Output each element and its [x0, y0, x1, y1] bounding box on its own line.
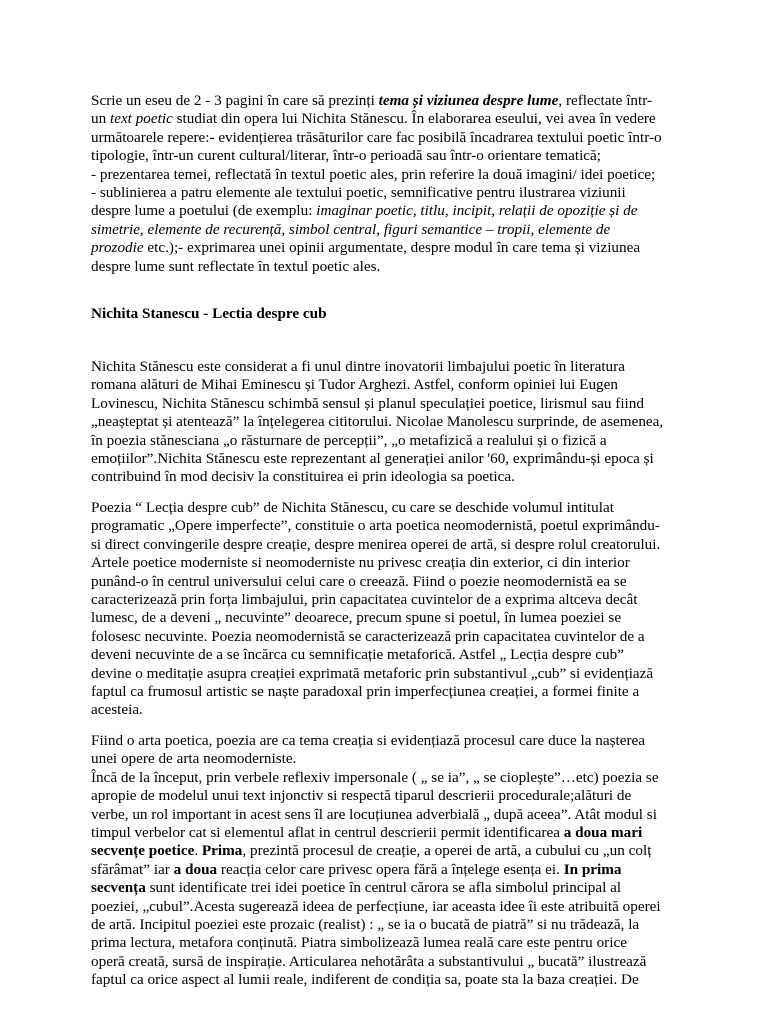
- third-paragraph: [91, 732, 681, 989]
- bold-run: secvențe poetice: [91, 842, 195, 860]
- text-line: tipologie, într-un curent cultural/literar, într-o perioadă sau într-o orientare tematică;: [91, 147, 602, 165]
- text-line: Lovinescu, Nichita Stănescu schimbă sensul și planul speculației poetice, lirismul sau fiind: [91, 394, 644, 412]
- text-line: - prezentarea temei, reflectată în textul poetic ales, prin referire la două imagini/ idei poetice;: [91, 165, 656, 183]
- text-line: punând-o în centrul universului celui care o creează. Fiind o poezie neomodernistă ea se: [91, 572, 627, 590]
- text-line: Încă de la început, prin verbele reflexiv impersonale ( „ se ia”, „ se cioplește”…etc) poezia se: [91, 768, 659, 786]
- bold-italic-run: tema și viziunea despre lume: [378, 92, 559, 109]
- text-line: secvența sunt identificate trei idei poetice în centrul cărora se afla simbolul principal al: [91, 879, 622, 897]
- bold-run: Prima: [201, 842, 243, 860]
- text-line: de artă. Incipitul poeziei este prozaic (realist) : „ se ia o bucată de piatră” si nu trădează, la: [91, 915, 640, 933]
- intro-paragraph: [91, 358, 681, 487]
- italic-run: text poetic: [109, 110, 173, 128]
- text-line: deveni necuvinte de a se încărca cu semnificație metaforică. Astfel „ Lecția despre cub”: [91, 646, 624, 664]
- text-line: prozodie etc.);- exprimarea unei opinii argumentate, despre modul în care tema și viziunea: [91, 239, 641, 257]
- text-line: unei opere de arta neomoderniste.: [91, 750, 297, 768]
- italic-run: simetrie, elemente de recurență, simbol central, figuri semantice – tropii, elemente de: [91, 220, 611, 238]
- text-line: programatic „Opere imperfecte”, constituie o arta poetica neomodernistă, poetul exprimându-: [91, 517, 660, 535]
- text-line: Poezia “ Lecția despre cub” de Nichita Stănescu, cu care se deschide volumul intitulat: [91, 499, 614, 516]
- bold-run: a doua: [173, 860, 218, 878]
- text-line: prima lectura, metafora conținută. Piatra simbolizează lumea reală care este pentru orice: [91, 934, 627, 952]
- text-line: - sublinierea a patru elemente ale textului poetic, semnificative pentru ilustrarea viziunii: [91, 183, 626, 201]
- text-line: devine o meditație asupra creației exprimată metaforic prin substantivul „cub” si evidențiază: [91, 664, 654, 682]
- text-line: faptul ca frumosul artistic se naște paradoxal prin imperfecțiunea creației, a formei finite a: [91, 682, 640, 700]
- bold-run: secvența: [91, 879, 146, 897]
- text-line: un text poetic studiat din opera lui Nichita Stănescu. În elaborarea eseului, vei avea în vedere: [91, 110, 656, 128]
- text-line: Nichita Stănescu este considerat a fi unul dintre inovatorii limbajului poetic în literatura: [91, 358, 625, 375]
- text-line: poeziei, „cubul”.Acesta sugerează ideea de perfecțiune, iar aceasta idee îi este atribuită operei: [91, 897, 661, 915]
- text-line: caracterizează prin forța limbajului, prin capacitatea cuvintelor de a exprima altceva decât: [91, 590, 638, 608]
- text-line: secvențe poetice. Prima, prezintă procesul de creație, a operei de artă, a cubului cu „un colț: [91, 842, 652, 860]
- italic-run: prozodie: [91, 239, 144, 257]
- text-line: în poezia stănesciana „o răsturnare de percepții”, „o metafizică a realului și o fizică a: [91, 431, 607, 449]
- text-line: despre lume a poetului (de exemplu: imaginar poetic, titlu, incipit, relații de opoziție și de: [91, 202, 638, 220]
- text-line: Fiind o arta poetica, poezia are ca tema creația si evidențiază procesul care duce la nașterea: [91, 732, 646, 749]
- text-line: romana alături de Mihai Eminescu și Tudor Arghezi. Astfel, conform opiniei lui Eugen: [91, 376, 618, 394]
- assignment-paragraph: [91, 92, 681, 276]
- text-line: următoarele repere:- evidențierea trăsăturilor care fac posibilă încadrarea textului poetic într-o: [91, 128, 662, 146]
- text-line: sfărâmat” iar a doua reacția celor care privesc opera fără a înțelege esența ei. In prima: [91, 860, 622, 878]
- text-line: „neașteptat și atentează” la înțelegerea cititorului. Nicolae Manolescu surprinde, de asemenea,: [91, 413, 664, 431]
- text-line: lumesc, de a deveni „ necuvinte” deoarece, precum spune si poetul, în lumea poeziei se: [91, 609, 622, 627]
- text-line: verbe, un rol important in acest sens îl are locuțiunea adverbială „ după aceea”. Atât modul si: [91, 805, 657, 823]
- essay-title: Nichita Stanescu - Lectia despre cub: [91, 305, 327, 322]
- text-line: contribuind în mod decisiv la constituirea ei prin ideologia sa poetica.: [91, 468, 515, 486]
- text-line: apropie de modelul unui text injonctiv si respectă tiparul descrierii procedurale;alături de: [91, 787, 632, 805]
- text-line: operă creată, sursă de inspirație. Articularea nehotărâta a substantivului „ bucată” ilustrează: [91, 952, 647, 970]
- text-line: faptul ca orice aspect al lumii reale, indiferent de condiția sa, poate sta la baza creației. De: [91, 971, 639, 989]
- second-paragraph: [91, 499, 681, 720]
- text-line: emoțiilor”.Nichita Stănescu este reprezentant al generației anilor '60, exprimându-și epoca și: [91, 449, 654, 467]
- text-line: folosesc necuvinte. Poezia neomodernistă se caracterizează prin capacitatea cuvintelor de a: [91, 627, 645, 645]
- text-line: Scrie un eseu de 2 - 3 pagini în care să prezinți tema și viziunea despre lume, reflectate într-: [91, 92, 653, 109]
- bold-run: a doua mari: [563, 823, 643, 841]
- bold-run: In prima: [563, 860, 622, 878]
- italic-run: imaginar poetic, titlu, incipit, relații de opoziție și de: [316, 202, 638, 220]
- text-line: [91, 221, 681, 239]
- text-line: timpul verbelor cat si elementul aflat in centrul descrierii permit identificarea a doua mari: [91, 823, 643, 841]
- text-line: si direct convingerile despre creație, despre menirea operei de artă, si despre rolul creatorului.: [91, 535, 661, 553]
- text-line: acesteia.: [91, 701, 143, 719]
- text-line: Artele poetice moderniste si neomoderniste nu privesc creația din exterior, ci din interior: [91, 554, 630, 572]
- text-line: despre lume sunt reflectate în textul poetic ales.: [91, 257, 381, 275]
